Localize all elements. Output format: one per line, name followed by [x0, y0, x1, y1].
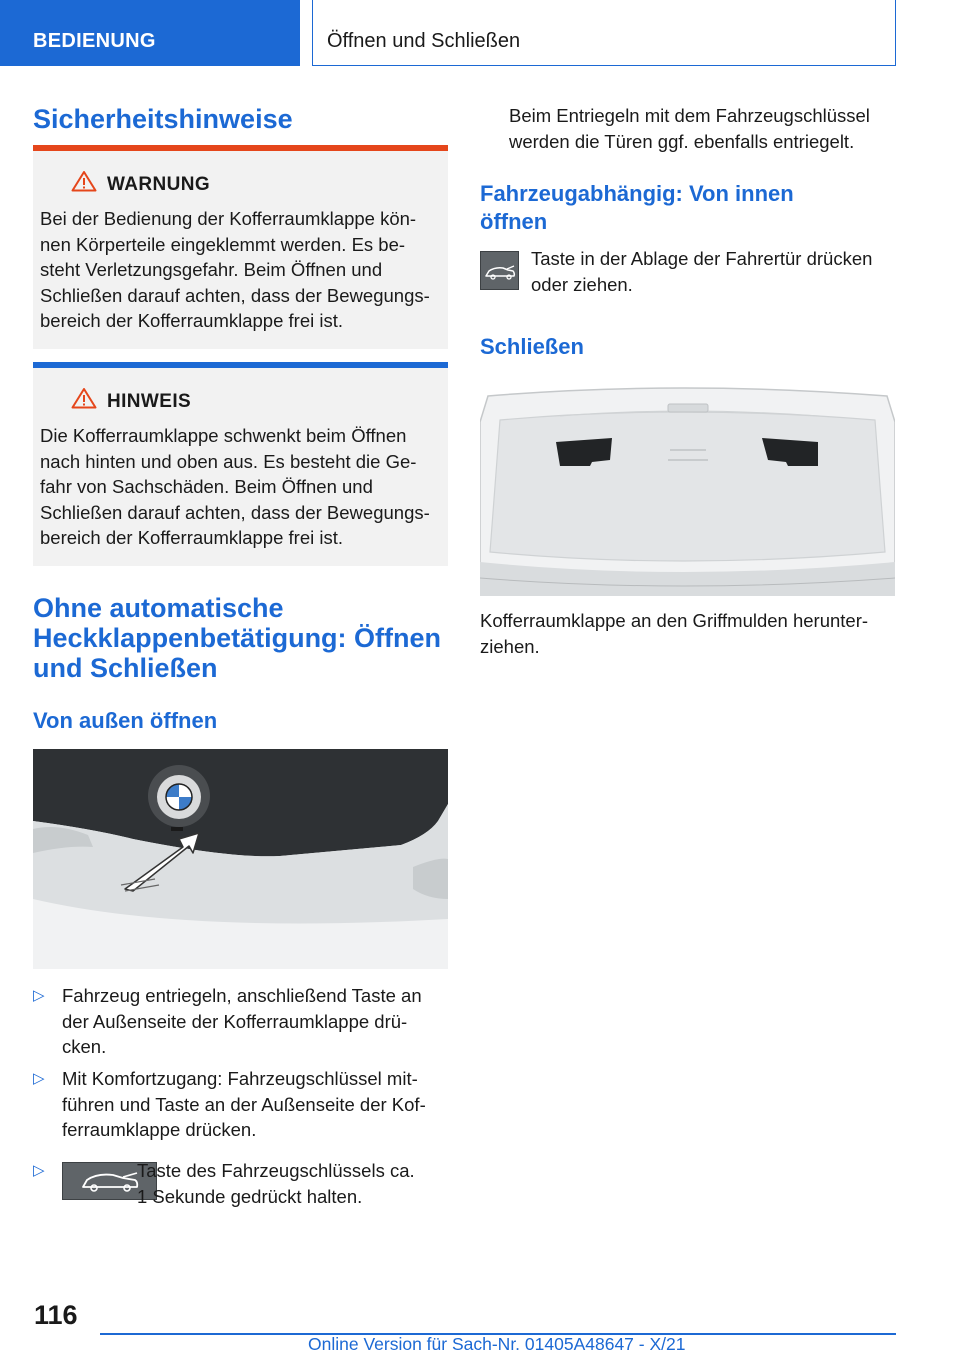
- warning-bar: [33, 145, 448, 151]
- notice-box: [33, 362, 448, 566]
- header-chapter-tab: [312, 0, 896, 66]
- warning-title: WARNUNG: [107, 174, 211, 195]
- header-chapter-label: Öffnen und Schließen: [327, 30, 521, 52]
- header-section-tab: [0, 0, 300, 66]
- inside-open-text: Taste in der Ablage der Fahrertür drücken oder ziehen.: [531, 248, 873, 295]
- footer-edition: Online Version für Sach-Nr. 01405A48647 - X/21: [308, 1334, 686, 1354]
- trunk-handles-illustration: [480, 382, 895, 596]
- heading-open-from-inside: Fahrzeugabhängig: Von innen öffnen: [480, 181, 794, 234]
- door-trunk-button-icon: [480, 251, 519, 290]
- bullet-triangle-icon: ▷: [33, 1070, 45, 1087]
- caution-triangle-icon: [71, 387, 97, 409]
- heading-open-from-outside: Von außen öffnen: [33, 708, 218, 733]
- heading-safety: Sicherheitshinweise: [33, 104, 293, 134]
- header-section-label: BEDIENUNG: [33, 30, 156, 52]
- warning-text: Bei der Bedienung der Kofferraumklappe kön- nen Körperteile eingeklemmt werden. Es be- steht Verletzungsgefahr. Beim Öffnen und Schließen darauf achten, dass der Bewegungs- bereich der Kofferraumklappe frei ist.: [40, 208, 430, 331]
- warning-triangle-icon: [71, 170, 97, 192]
- bullet-triangle-icon: ▷: [33, 1162, 45, 1179]
- trunk-emblem-illustration: [33, 749, 448, 969]
- notice-title: HINWEIS: [107, 391, 192, 412]
- heading-manual-operation: Ohne automatische Heckklappenbetätigung: Öffnen und Schließen: [33, 593, 442, 683]
- page-number: 116: [34, 1300, 78, 1330]
- notice-bar: [33, 362, 448, 368]
- heading-close: Schließen: [480, 334, 584, 359]
- bullet-triangle-icon: ▷: [33, 987, 45, 1004]
- unlock-note: Beim Entriegeln mit dem Fahrzeugschlüssel werden die Türen ggf. ebenfalls entriegelt.: [509, 105, 870, 152]
- close-text: Kofferraumklappe an den Griffmulden herunter- ziehen.: [480, 610, 869, 657]
- notice-text: Die Kofferraumklappe schwenkt beim Öffnen nach hinten und oben aus. Es besteht die Ge- fahr von Sachschäden. Beim Öffnen und Schließen darauf achten, dass der Bewegungs- bereich der Kofferraumklappe frei ist.: [40, 425, 430, 548]
- warning-box: [33, 145, 448, 349]
